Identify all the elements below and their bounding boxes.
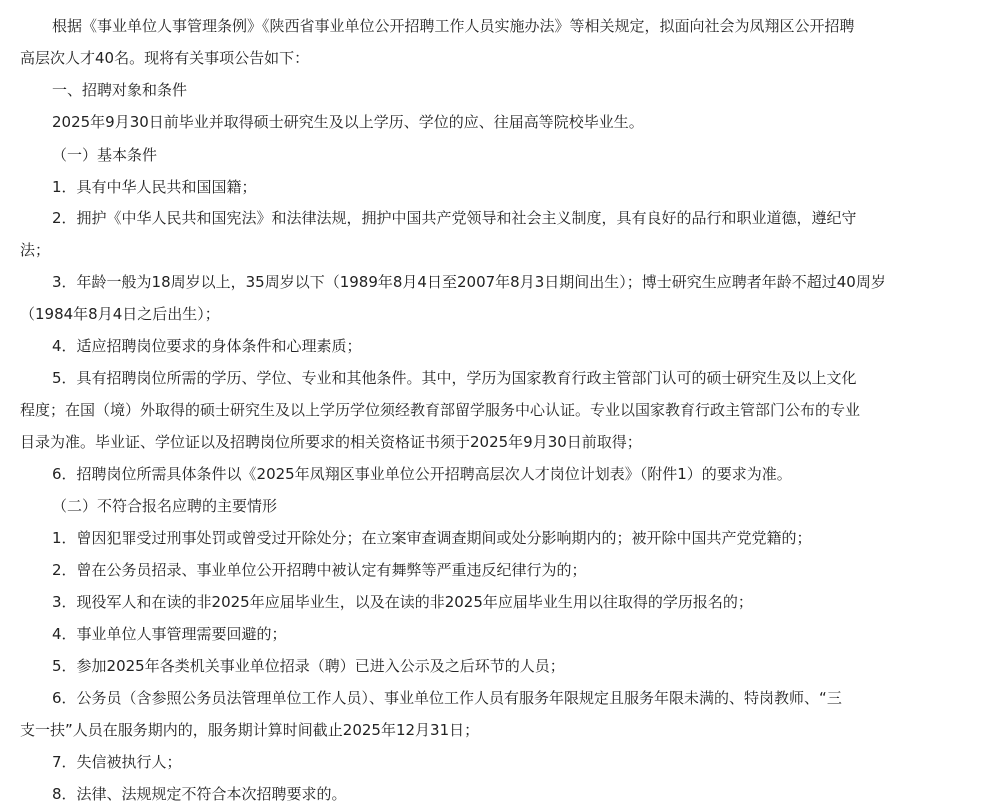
excluded-item-1: 1．曾因犯罪受过刑事处罚或曾受过开除处分；在立案审查调查期间或处分影响期内的；被开除中国共产党党籍的； bbox=[52, 529, 812, 547]
intro-line-1: 根据《事业单位人事管理条例》《陕西省事业单位公开招聘工作人员实施办法》等相关规定，拟面向社会为凤翔区公开招聘 bbox=[52, 17, 855, 35]
excluded-item-6-cont: 支一扶”人员在服务期内的，服务期计算时间截止2025年12月31日； bbox=[20, 721, 480, 739]
basic-item-3: 3．年龄一般为18周岁以上，35周岁以下（1989年8月4日至2007年8月3日期间出生）；博士研究生应聘者年龄不超过40周岁 bbox=[52, 273, 886, 291]
basic-item-1: 1．具有中华人民共和国国籍； bbox=[52, 178, 257, 196]
basic-item-3-cont: （1984年8月4日之后出生）； bbox=[20, 305, 220, 323]
basic-item-2: 2．拥护《中华人民共和国宪法》和法律法规，拥护中国共产党领导和社会主义制度，具有良好的品行和职业道德，遵纪守 bbox=[52, 209, 857, 227]
basic-item-5-cont-1: 程度；在国（境）外取得的硕士研究生及以上学历学位须经教育部留学服务中心认证。专业以国家教育行政主管部门公布的专业 bbox=[20, 401, 861, 419]
excluded-item-4: 4．事业单位人事管理需要回避的； bbox=[52, 625, 287, 643]
basic-item-4: 4．适应招聘岗位要求的身体条件和心理素质； bbox=[52, 337, 362, 355]
basic-item-5-cont-2: 目录为准。毕业证、学位证以及招聘岗位所要求的相关资格证书须于2025年9月30日前取得； bbox=[20, 433, 642, 451]
excluded-item-5: 5．参加2025年各类机关事业单位招录（聘）已进入公示及之后环节的人员； bbox=[52, 657, 565, 675]
section1-intro: 2025年9月30日前毕业并取得硕士研究生及以上学历、学位的应、往届高等院校毕业生。 bbox=[52, 113, 644, 131]
excluded-heading: （二）不符合报名应聘的主要情形 bbox=[52, 497, 278, 515]
basic-item-2-cont: 法； bbox=[20, 241, 51, 259]
excluded-item-7: 7．失信被执行人； bbox=[52, 753, 182, 771]
excluded-item-8: 8．法律、法规规定不符合本次招聘要求的。 bbox=[52, 785, 347, 803]
excluded-item-3: 3．现役军人和在读的非2025年应届毕业生，以及在读的非2025年应届毕业生用以往取得的学历报名的； bbox=[52, 593, 753, 611]
basic-conditions-heading: （一）基本条件 bbox=[52, 146, 158, 164]
section1-heading: 一、招聘对象和条件 bbox=[52, 81, 188, 99]
basic-item-6: 6．招聘岗位所需具体条件以《2025年凤翔区事业单位公开招聘高层次人才岗位计划表》（附件1）的要求为准。 bbox=[52, 465, 792, 483]
intro-line-2: 高层次人才40名。现将有关事项公告如下： bbox=[20, 49, 310, 67]
basic-item-5: 5．具有招聘岗位所需的学历、学位、专业和其他条件。其中，学历为国家教育行政主管部门认可的硕士研究生及以上文化 bbox=[52, 369, 857, 387]
excluded-item-6: 6．公务员（含参照公务员法管理单位工作人员）、事业单位工作人员有服务年限规定且服务年限未满的、特岗教师、“三 bbox=[52, 689, 842, 707]
excluded-item-2: 2．曾在公务员招录、事业单位公开招聘中被认定有舞弊等严重违反纪律行为的； bbox=[52, 561, 587, 579]
